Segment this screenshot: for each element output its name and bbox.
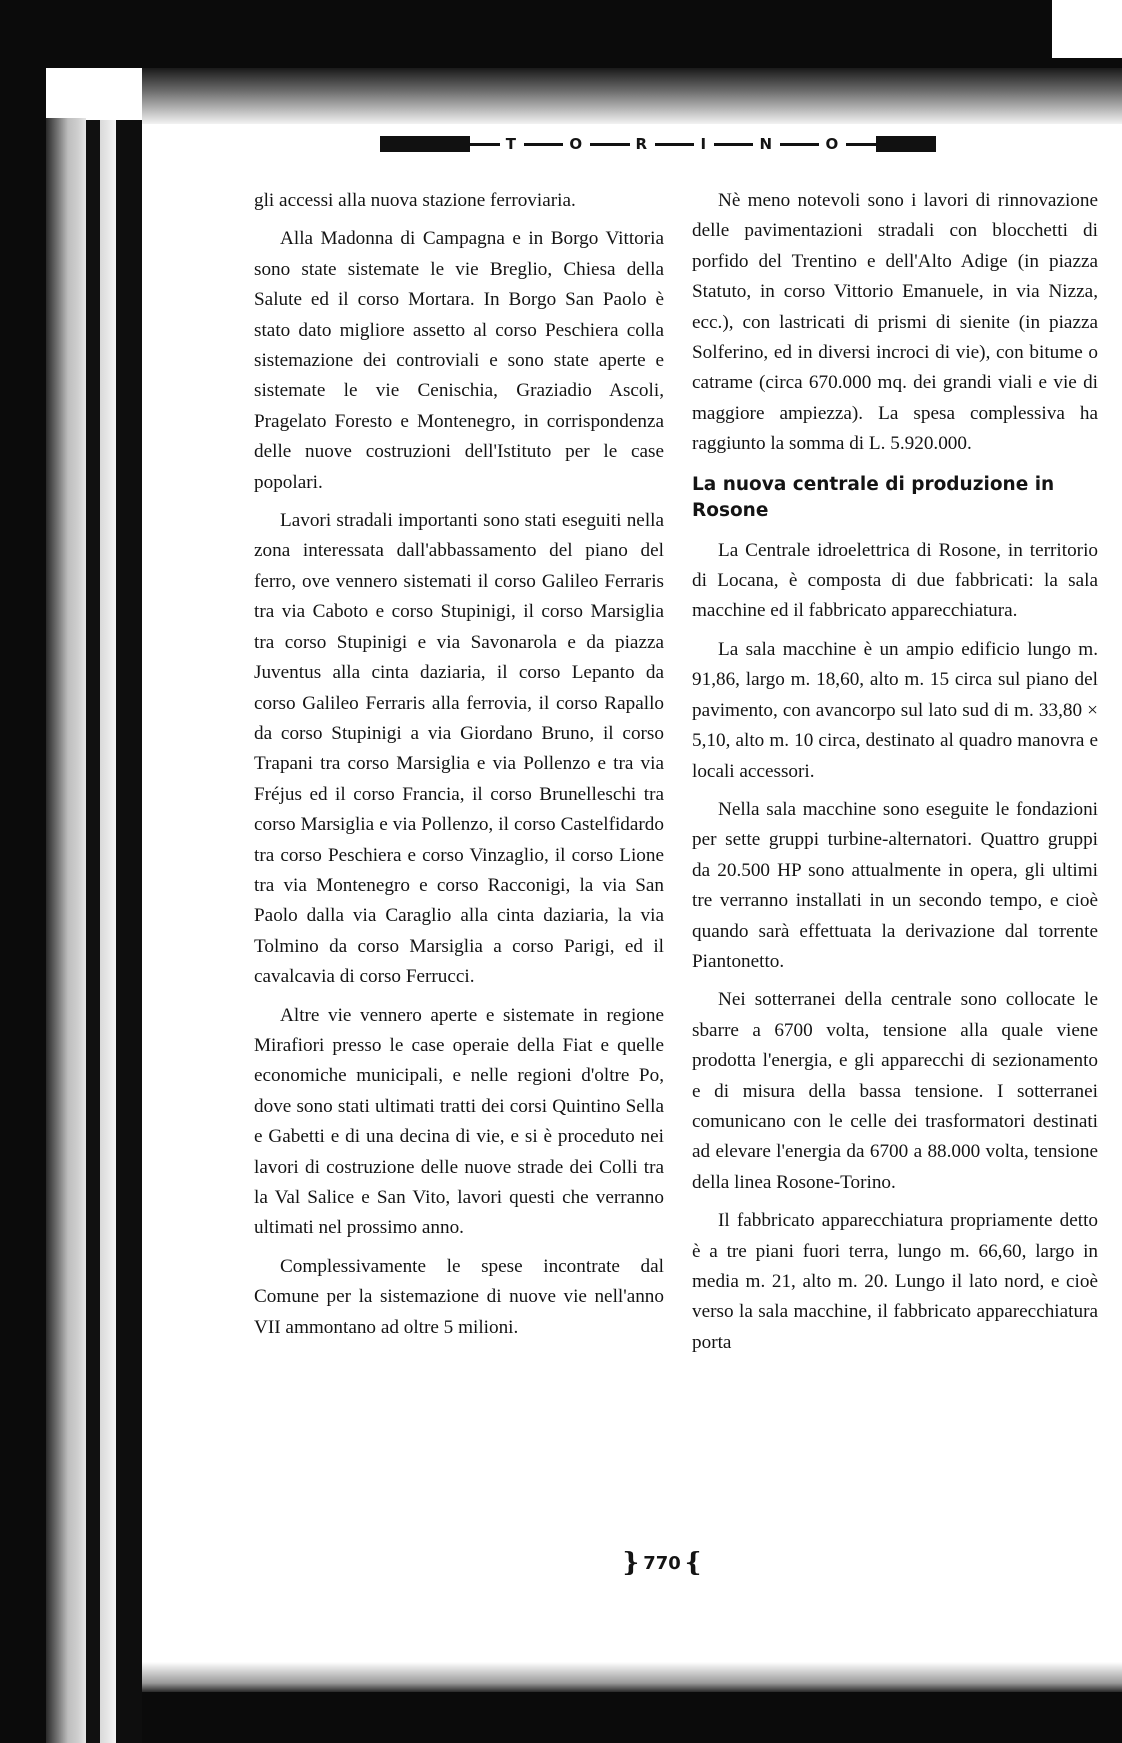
page-number-value: 770 xyxy=(643,1552,681,1574)
paragraph: Alla Madonna di Campagna e in Borgo Vittoria sono state sistemate le vie Breglio, Chiesa della Salute ed il corso Mortara. In Borgo San Paolo è stato dato migliore assetto al corso Peschiera colla sistemazione dei controviali e sono state aperte e sistemate le vie Cenischia, Graziadio Ascoli, Pragelato Foresto e Montenegro, in corrispondenza delle nuove costruzioni dell'Istituto per le case popolari. xyxy=(254,228,664,493)
header-letter: I xyxy=(694,135,714,153)
paragraph: La sala macchine è un ampio edificio lungo m. 91,86, largo m. 18,60, alto m. 15 circa sul piano del pavimento, con avancorpo sul lato sud di m. 33,80 × 5,10, alto m. 10 circa, destinato al quadro manovra e locali accessori. xyxy=(692,638,1098,782)
paragraph: Complessivamente le spese incontrate dal Comune per la sistemazione di nuove vie nell'anno VII ammontano ad oltre 5 milioni. xyxy=(254,1255,664,1338)
paragraph: Lavori stradali importanti sono stati eseguiti nella zona interessata dall'abbassamento del piano del ferro, ove vennero sistemati il corso Galileo Ferraris tra via Caboto e corso Stupinigi, il corso Marsiglia tra corso Stupinigi e via Savonarola e da piazza Juventus alla cinta daziaria, il corso Lepanto da corso Galileo Ferraris alla ferrovia, il corso Rapallo da corso Stupinigi a via Giordano Bruno, il corso Trapani tra corso Marsiglia e via Pollenzo e tra via Fréjus ed il corso Francia, il corso Brunelleschi tra corso Marsiglia e via Pollenzo, il corso Castelfidardo tra corso Peschiera e corso Vinzaglio, il corso Lione tra via Montenegro e corso Racconigi, la via San Paolo dalla via Caraglio alla cinta daziaria, la via Tolmino da corso Marsiglia a corso Parigi, ed il cavalcavia di corso Ferrucci. xyxy=(254,510,664,988)
header-letter: T xyxy=(500,135,524,153)
header-letter: N xyxy=(753,135,780,153)
header-ornament-right xyxy=(876,136,936,152)
book-spine-gutter xyxy=(116,120,142,1743)
paragraph: Nei sotterranei della centrale sono collocate le sbarre a 6700 volta, tensione alla quale viene prodotta l'energia, e gli apparecchi di sezionamento e di misura della bassa tensione. I sotterranei comunicano con le celle dei trasformatori destinati ad elevare l'energia da 6700 a 88.000 volta, tensione della linea Rosone-Torino. xyxy=(692,989,1098,1193)
header-ornament-left xyxy=(380,136,470,152)
right-column xyxy=(692,186,1098,1366)
book-spine-shadow xyxy=(46,118,86,1743)
running-header xyxy=(380,134,936,154)
paragraph: La Centrale idroelettrica di Rosone, in territorio di Locana, è composta di due fabbricati: la sala macchine ed il fabbricato apparecchiatura. xyxy=(692,539,1098,622)
scan-border-top xyxy=(0,0,1122,68)
header-letter: O xyxy=(819,135,846,153)
brace-right-ornament: { xyxy=(684,1548,702,1578)
paragraph: Altre vie vennero aperte e sistemate in regione Mirafiori presso le case operaie della Fiat e quelle economiche municipali, e nelle regioni d'oltre Po, dove sono stati ultimati tratti dei corsi Quintino Sella e Gabetti e di una decina di vie, e si è proceduto nei lavori di costruzione delle nuove strade dei Colli tra la Val Salice e San Vito, lavori questi che verranno ultimati nel prossimo anno. xyxy=(254,1004,664,1239)
paragraph: Il fabbricato apparecchiatura propriamente detto è a tre piani fuori terra, lungo m. 66,60, largo in media m. 21, alto m. 20. Lungo il lato nord, e cioè verso la sala macchine, il fabbricato apparecchiatura porta xyxy=(692,1210,1098,1353)
book-spine-highlight xyxy=(100,120,116,1743)
paragraph: gli accessi alla nuova stazione ferroviaria. xyxy=(254,190,576,211)
page-bottom-shadow xyxy=(142,1662,1122,1692)
scan-border-gap xyxy=(1052,0,1122,58)
scan-border-bottom xyxy=(142,1692,1122,1743)
paragraph: Nella sala macchine sono eseguite le fondazioni per sette gruppi turbine-alternatori. Quattro gruppi da 20.500 HP sono attualmente in opera, gli ultimi tre verranno installati in un secondo tempo, e cioè quando sarà effettuata la derivazione dal torrente Piantonetto. xyxy=(692,798,1098,972)
header-letter: O xyxy=(563,135,590,153)
book-spine-edge xyxy=(86,120,100,1743)
header-letter: R xyxy=(630,135,656,153)
left-column xyxy=(254,186,664,1351)
scan-border-left xyxy=(0,0,46,1743)
paragraph: Nè meno notevoli sono i lavori di rinnovazione delle pavimentazioni stradali con blocchetti di porfido del Trentino e dell'Alto Adige (in piazza Statuto, in corso Vittorio Emanuele, in via Nizza, ecc.), con lastricati di prismi di sienite (in piazza Solferino, ed in diversi incroci di vie), con bitume o catrame (circa 670.000 mq. dei grandi viali e vie di maggiore ampiezza). La spesa complessiva ha raggiunto la somma di L. 5.920.000. xyxy=(692,190,1098,455)
header-title xyxy=(480,134,866,154)
page-top-shadow xyxy=(142,68,1122,124)
section-heading: La nuova centrale di produzione in Rosone xyxy=(692,473,1055,521)
page-number xyxy=(622,1548,702,1578)
brace-left-ornament: } xyxy=(622,1548,640,1578)
